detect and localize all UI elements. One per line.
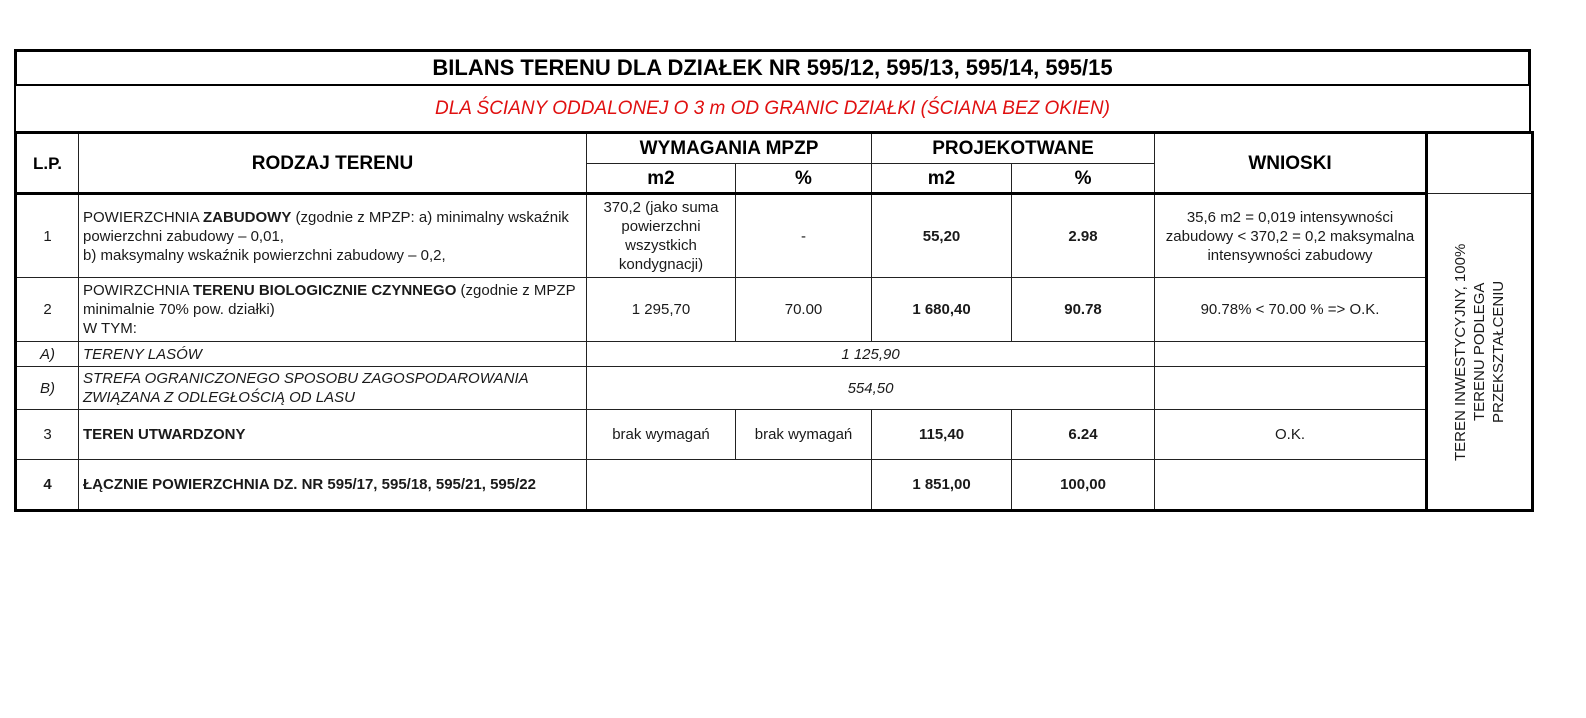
row-rodzaj: ŁĄCZNIE POWIERZCHNIA DZ. NR 595/17, 595/18, 595/21, 595/22 [79, 460, 587, 511]
row-proj-pct: 2.98 [1012, 194, 1155, 278]
row-wym-m2: 370,2 (jako suma powierzchni wszystkich kondygnacji) [587, 194, 736, 278]
row-wnioski [1155, 460, 1427, 511]
row-rodzaj-bold: ZABUDOWY [203, 208, 292, 226]
row-lp: B) [16, 367, 79, 410]
row-proj-m2: 115,40 [872, 410, 1012, 460]
sheet-title: BILANS TERENU DLA DZIAŁEK NR 595/12, 595/13, 595/14, 595/15 [14, 49, 1531, 86]
row-rodzaj: TEREN UTWARDZONY [79, 410, 587, 460]
row-wym-m2: 1 295,70 [587, 278, 736, 342]
row-rodzaj-prefix: POWIERZCHNIA [83, 208, 204, 226]
balance-table [14, 131, 1534, 512]
row-wym-pct: - [736, 194, 872, 278]
row-merged-value: 1 125,90 [587, 342, 1155, 367]
table-row [16, 278, 1533, 342]
row-rodzaj-prefix: POWIRZCHNIA [83, 282, 194, 299]
row-wym-pct: 70.00 [736, 278, 872, 342]
side-note-cell [1427, 194, 1533, 511]
row-rodzaj-line2: W TYM: [83, 320, 137, 337]
header-wym-m2: m2 [587, 164, 736, 194]
row-wym-m2: brak wymagań [587, 410, 736, 460]
table-row [16, 460, 1533, 511]
row-proj-pct: 6.24 [1012, 410, 1155, 460]
header-wym-pct: % [736, 164, 872, 194]
table-row [16, 367, 1533, 410]
row-proj-pct: 90.78 [1012, 278, 1155, 342]
header-row-1 [16, 133, 1533, 164]
row-rodzaj: STREFA OGRANICZONEGO SPOSOBU ZAGOSPODAROWANIA ZWIĄZANA Z ODLEGŁOŚCIĄ OD LASU [79, 367, 587, 410]
row-rodzaj-suffix: (zgodnie z MPZP: a) minimalny wskaźnik powierzchni zabudowy – 0,01, [83, 208, 569, 245]
row-wnioski: 35,6 m2 = 0,019 intensywności zabudowy < 370,2 = 0,2 maksymalna intensywności zabudowy [1155, 194, 1427, 278]
row-lp: 2 [16, 278, 79, 342]
header-proj-pct: % [1012, 164, 1155, 194]
row-rodzaj [79, 194, 587, 278]
table-row [16, 194, 1533, 278]
table-row [16, 342, 1533, 367]
row-wnioski [1155, 342, 1427, 367]
row-proj-m2: 1 680,40 [872, 278, 1012, 342]
side-note: TEREN INWESTYCYJNY, 100% TERENU PODLEGA PRZEKSZTAŁCENIU [1452, 242, 1508, 461]
sheet-subtitle: DLA ŚCIANY ODDALONEJ O 3 m OD GRANIC DZIAŁKI (ŚCIANA BEZ OKIEN) [14, 86, 1531, 131]
row-merged-value: 554,50 [587, 367, 1155, 410]
row-wnioski: O.K. [1155, 410, 1427, 460]
row-rodzaj-suffix: (zgodnie z MPZP minimalnie 70% pow. działki) [83, 282, 576, 318]
row-wym-pct: brak wymagań [736, 410, 872, 460]
header-wnioski: WNIOSKI [1155, 133, 1427, 194]
header-lp: L.P. [16, 133, 79, 194]
row-rodzaj [79, 278, 587, 342]
row-proj-m2: 55,20 [872, 194, 1012, 278]
row-rodzaj: TERENY LASÓW [79, 342, 587, 367]
table-row [16, 410, 1533, 460]
header-proj-m2: m2 [872, 164, 1012, 194]
row-rodzaj-bold: TERENU BIOLOGICZNIE CZYNNEGO [193, 282, 457, 299]
row-rodzaj-line2: b) maksymalny wskaźnik powierzchni zabudowy – 0,2, [83, 246, 446, 264]
row-proj-pct: 100,00 [1012, 460, 1155, 511]
row-lp: A) [16, 342, 79, 367]
balance-sheet [14, 49, 1531, 512]
header-wymagania: WYMAGANIA MPZP [587, 133, 872, 164]
header-side-empty [1427, 133, 1533, 194]
header-projektowane: PROJEKOTWANE [872, 133, 1155, 164]
row-proj-m2: 1 851,00 [872, 460, 1012, 511]
row-lp: 3 [16, 410, 79, 460]
row-lp: 1 [16, 194, 79, 278]
row-wnioski: 90.78% < 70.00 % => O.K. [1155, 278, 1427, 342]
row-lp: 4 [16, 460, 79, 511]
row-wnioski [1155, 367, 1427, 410]
row-wym-empty [587, 460, 872, 511]
header-rodzaj: RODZAJ TERENU [79, 133, 587, 194]
